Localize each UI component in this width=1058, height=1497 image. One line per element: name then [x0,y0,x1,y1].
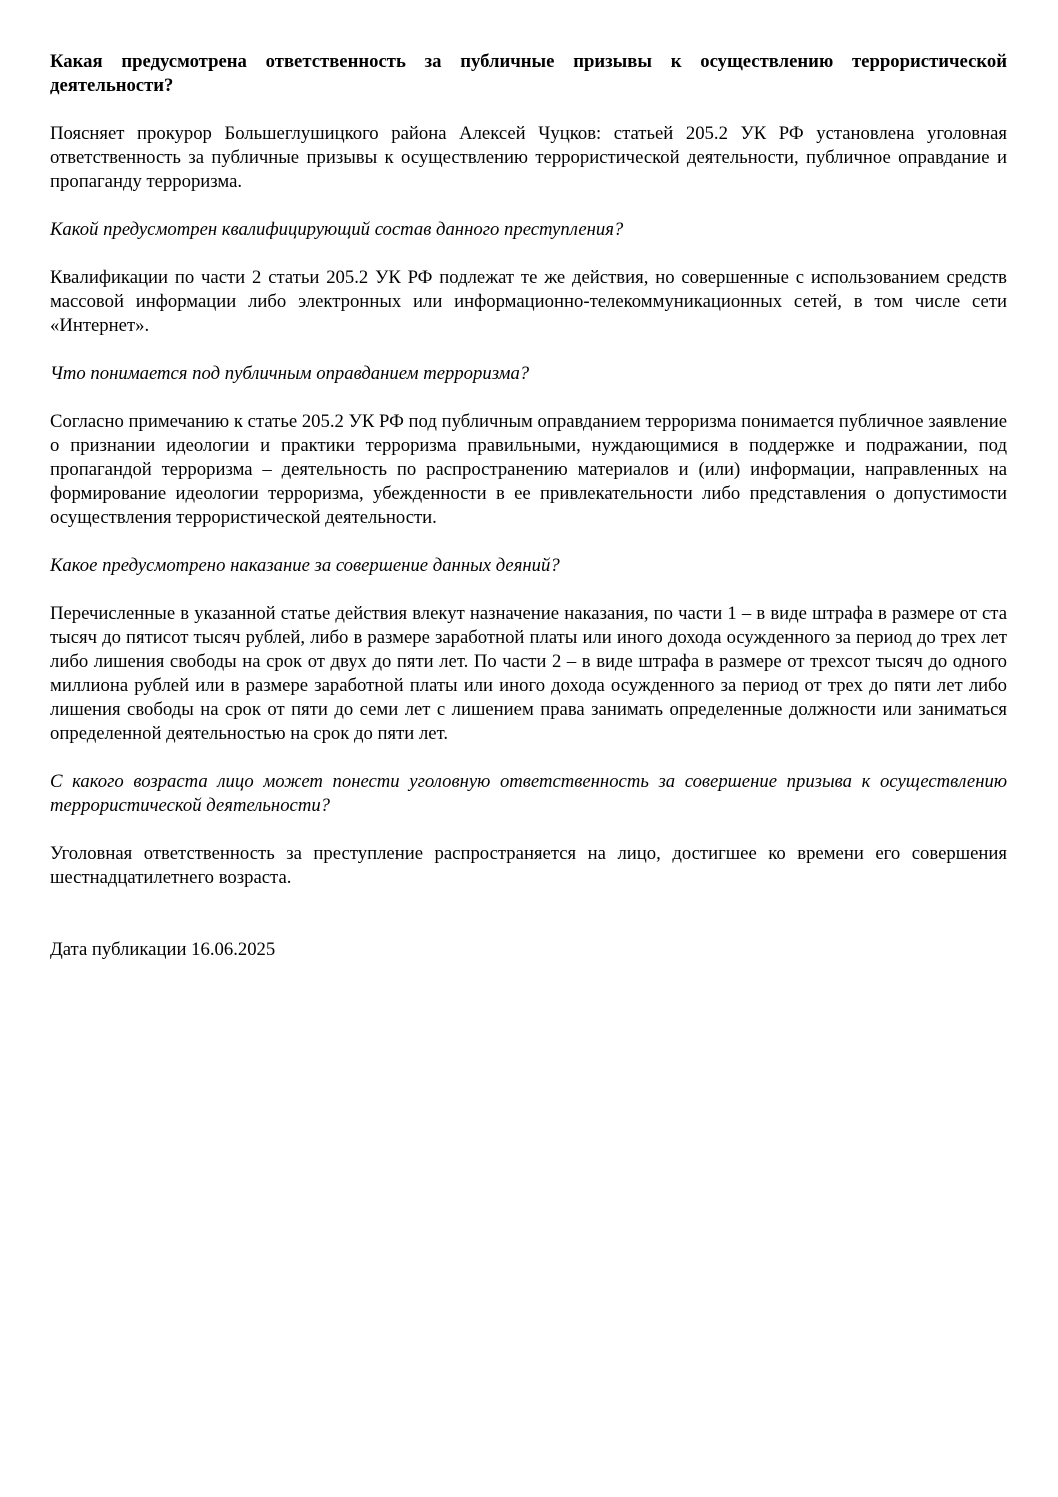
document-page [50,50,1007,962]
answer-paragraph-age: Уголовная ответственность за преступление распространяется на лицо, достигшее ко времени его совершения шестнадцатилетнего возраста. [50,843,1007,888]
answer-paragraph-punishment: Перечисленные в указанной статье действия влекут назначение наказания, по части 1 – в виде штрафа в размере от ста тысяч до пятисот тысяч рублей, либо в размере заработной платы или иного дохода осужденного за период до трех лет либо лишения свободы на срок от двух до пяти лет. По части 2 – в виде штрафа в размере от трехсот тысяч до одного миллиона рублей или в размере заработной платы или иного дохода осужденного за период от трех до пяти лет либо лишения свободы на срок от пяти до семи лет с лишением права занимать определенные должности или заниматься определенной деятельностью на срок до пяти лет. [50,603,1007,744]
document-title: Какая предусмотрена ответственность за публичные призывы к осуществлению террористической деятельности? [50,51,1007,96]
question-punishment: Какое предусмотрено наказание за совершение данных деяний? [50,555,560,576]
question-qualifying-composition: Какой предусмотрен квалифицирующий состав данного преступления? [50,219,624,240]
answer-paragraph-part-2: Квалификации по части 2 статьи 205.2 УК РФ подлежат те же действия, но совершенные с использованием средств массовой информации либо электронных или информационно-телекоммуникационных сетей, в том числе сети «Интернет». [50,267,1007,336]
question-age-of-liability: С какого возраста лицо может понести уголовную ответственность за совершение призыва к осуществлению террористической деятельности? [50,771,1007,816]
answer-paragraph-prosecutor: Поясняет прокурор Большеглушицкого района Алексей Чуцков: статьей 205.2 УК РФ установлена уголовная ответственность за публичные призывы к осуществлению террористической деятельности, публичное оправдание и пропаганду терроризма. [50,123,1007,192]
publication-date: Дата публикации 16.06.2025 [50,939,276,960]
question-public-justification: Что понимается под публичным оправданием терроризма? [50,363,530,384]
answer-paragraph-justification-definition: Согласно примечанию к статье 205.2 УК РФ под публичным оправданием терроризма понимается публичное заявление о признании идеологии и практики терроризма правильными, нуждающимися в поддержке и подражании, под пропагандой терроризма – деятельность по распространению материалов и (или) информации, направленных на формирование идеологии терроризма, убежденности в ее привлекательности либо представления о допустимости осуществления террористической деятельности. [50,411,1007,528]
